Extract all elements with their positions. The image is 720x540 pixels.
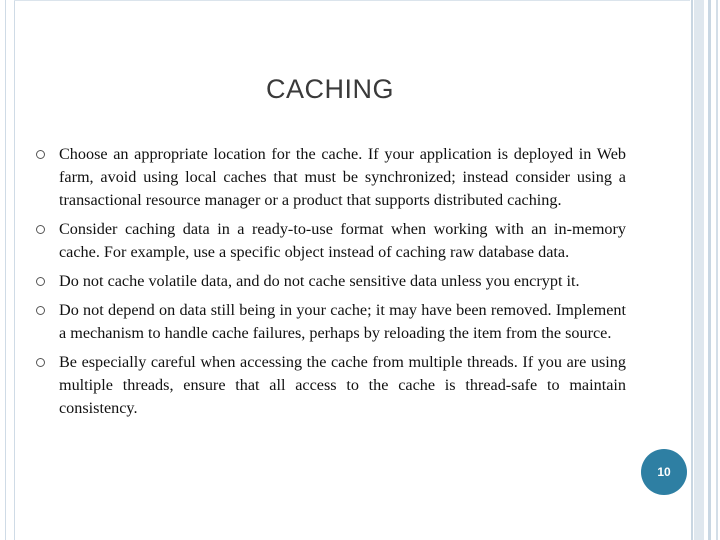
bullet-text: Do not cache volatile data, and do not cache sensitive data unless you encrypt it.: [59, 272, 580, 290]
bullet-item: [36, 270, 626, 293]
right-border-stripe-outer: [708, 0, 711, 540]
bullet-text: Choose an appropriate location for the cache. If your application is deployed in Web farm, avoid using local caches that must be synchronized; instead consider using a transactional resource manager or a product that supports distributed caching.: [59, 145, 626, 209]
bullet-item: [36, 218, 626, 264]
right-border-stripe: [691, 0, 693, 540]
bullet-item: [36, 143, 626, 212]
bullet-list: [36, 143, 626, 426]
bullet-circle-icon: [36, 358, 45, 367]
bullet-item: [36, 299, 626, 345]
bullet-text: Do not depend on data still being in your cache; it may have been removed. Implement a mechanism to handle cache failures, perhaps by reloading the item from the source.: [59, 301, 626, 342]
page-number-badge: 10: [641, 449, 687, 495]
bullet-circle-icon: [36, 225, 45, 234]
left-border-line: [5, 0, 6, 540]
left-border-line-inner: [14, 0, 15, 540]
right-border-edge: [716, 0, 718, 540]
bullet-text: Consider caching data in a ready-to-use format when working with an in-memory cache. For example, use a specific object instead of caching raw database data.: [59, 220, 626, 261]
top-border-line: [14, 0, 690, 1]
slide-title: CACHING: [265, 74, 394, 104]
bullet-item: [36, 351, 626, 420]
bullet-circle-icon: [36, 277, 45, 286]
bullet-circle-icon: [36, 306, 45, 315]
bullet-text: Be especially careful when accessing the cache from multiple threads. If you are using multiple threads, ensure that all access to the cache is thread-safe to maintain consistency.: [59, 353, 626, 417]
right-border-band: [694, 0, 704, 540]
bullet-circle-icon: [36, 150, 45, 159]
